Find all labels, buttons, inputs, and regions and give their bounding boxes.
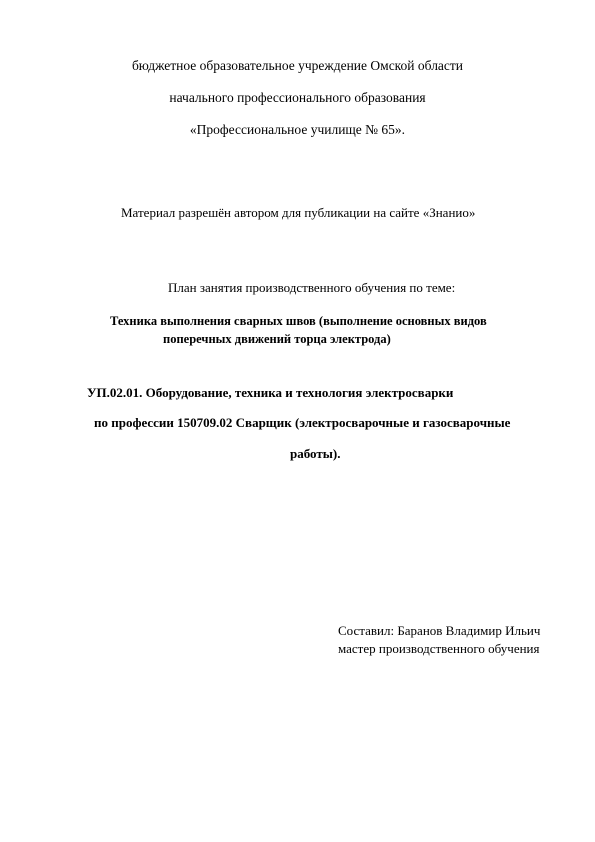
lesson-plan-heading: План занятия производственного обучения по теме: — [168, 280, 456, 295]
institution-line-1: бюджетное образовательное учреждение Омской области — [131, 58, 464, 73]
author-position: мастер производственного обучения — [338, 641, 540, 656]
permission-note: Материал разрешён автором для публикации на сайте «Знанио» — [121, 205, 476, 220]
lesson-topic-line-1: Техника выполнения сварных швов (выполнение основных видов — [110, 314, 487, 328]
institution-line-2: начального профессионального образования — [169, 90, 426, 105]
module-line-3: работы). — [290, 446, 341, 461]
module-line-2: по профессии 150709.02 Сварщик (электросварочные и газосварочные — [94, 415, 511, 430]
author-name: Составил: Баранов Владимир Ильич — [338, 623, 541, 638]
module-line-1: УП.02.01. Оборудование, техника и технология электросварки — [87, 385, 454, 400]
institution-line-3: «Профессиональное училище № 65». — [189, 122, 406, 137]
lesson-topic-line-2: поперечных движений торца электрода) — [163, 332, 391, 346]
